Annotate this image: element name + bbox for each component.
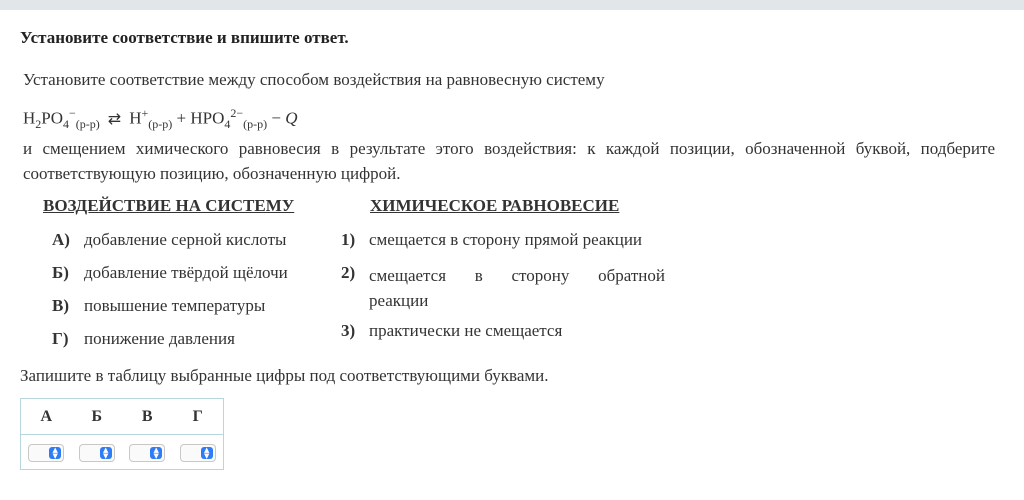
option-g [52, 329, 235, 349]
option-text: смещается в сторону обратной реакции [369, 266, 665, 310]
answer-option-1 [341, 230, 642, 250]
description-text: и смещением химического равновесия в результате этого воздействия: к каждой позиции, обозначенной буквой, подберите соответствующую позицию, обозначенную цифрой. [23, 139, 995, 183]
option-marker: А) [52, 230, 70, 249]
answer-select-g[interactable] [180, 444, 216, 462]
option-text: практически не смещается [369, 321, 563, 340]
answer-header-a: А [40, 408, 53, 425]
chemical-equation: $H_2PO_4^-_{(р-р)}$ ⇄ $H^+_{(р-р)} + HPO_4^{2-}_{(р-р)} - Q$ [23, 106, 298, 132]
option-a [52, 230, 286, 250]
option-text: понижение давления [84, 329, 235, 348]
answer-select-b[interactable] [79, 444, 115, 462]
answer-option-3 [341, 321, 562, 341]
option-text: добавление твёрдой щёлочи [84, 263, 288, 282]
option-marker: 1) [341, 230, 356, 249]
equilibrium-arrow-icon: ⇄ [107, 108, 122, 128]
answer-select-v[interactable] [129, 444, 165, 462]
answer-table-header [21, 399, 223, 435]
top-bar [0, 0, 1024, 10]
select-arrows-icon: ▲ ▼ [201, 447, 213, 459]
answer-table-row [21, 435, 223, 471]
answer-select-a[interactable] [28, 444, 64, 462]
option-text: повышение температуры [84, 296, 266, 315]
option-b [52, 263, 288, 283]
option-marker: Г) [52, 329, 69, 348]
intro-text: Установите соответствие между способом воздействия на равновесную систему [23, 70, 605, 89]
instruction-text: Запишите в таблицу выбранные цифры под соответствующими буквами. [20, 366, 549, 385]
option-text: добавление серной кислоты [84, 230, 287, 249]
option-marker: 3) [341, 321, 356, 340]
task-title: Установите соответствие и впишите ответ. [20, 28, 349, 47]
select-arrows-icon: ▲ ▼ [100, 447, 112, 459]
option-v [52, 296, 265, 316]
answer-header-g: Г [192, 408, 203, 425]
answer-header-b: Б [91, 408, 103, 425]
right-column-header: ХИМИЧЕСКОЕ РАВНОВЕСИЕ [370, 196, 620, 215]
option-marker: Б) [52, 263, 69, 282]
left-column-header: ВОЗДЕЙСТВИЕ НА СИСТЕМУ [43, 196, 295, 215]
select-arrows-icon: ▲ ▼ [49, 447, 61, 459]
select-arrows-icon: ▲ ▼ [150, 447, 162, 459]
option-text: смещается в сторону прямой реакции [369, 230, 643, 249]
option-marker: 2) [341, 263, 356, 282]
answer-table [20, 398, 224, 470]
option-marker: В) [52, 296, 69, 315]
answer-header-v: В [141, 408, 153, 425]
answer-option-2 [341, 260, 665, 313]
